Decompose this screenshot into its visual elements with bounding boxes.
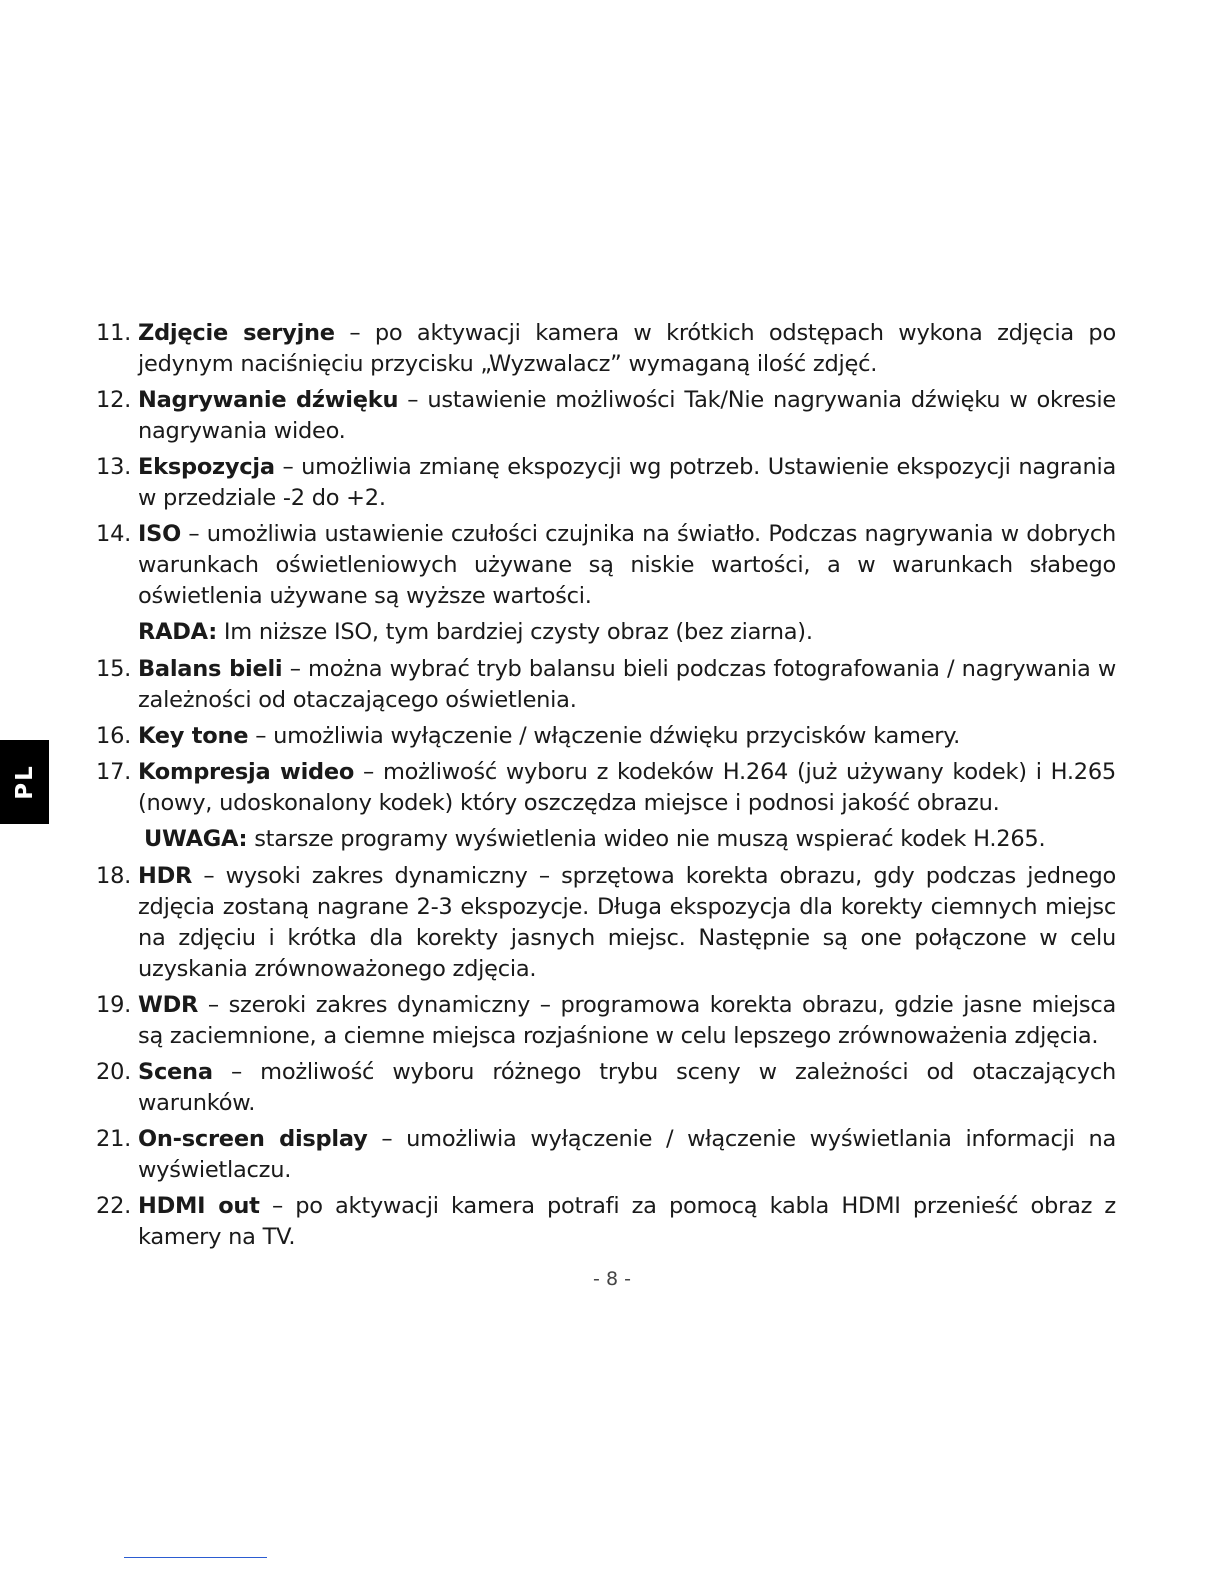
warning-label: UWAGA: (144, 826, 248, 852)
list-item (96, 757, 1116, 819)
item-term: HDR (138, 863, 193, 889)
item-text (138, 519, 1116, 612)
warning-note (144, 824, 1116, 855)
language-tab (0, 740, 49, 824)
item-number: 14. (96, 521, 132, 547)
list-item (96, 721, 1116, 752)
list-item (96, 1124, 1116, 1186)
item-description: – wysoki zakres dynamiczny – sprzętowa korekta obrazu, gdy podczas jednego zdjęcia zostaną nagrane 2-3 ekspozycje. Długa ekspozycja dla korekty ciemnych miejsc na zdjęciu i krótka dla korekty jasnych miejsc. Następnie są one połączone w celu uzyskania zrównoważonego zdjęcia. (138, 863, 1116, 982)
item-text (138, 861, 1116, 985)
list-item (96, 1191, 1116, 1253)
language-tab-label: PL (11, 764, 38, 800)
item-number: 13. (96, 454, 132, 480)
item-term: Ekspozycja (138, 454, 275, 480)
item-description: – ustawienie możliwości Tak/Nie nagrywania dźwięku w okresie nagrywania wideo. (138, 387, 1116, 444)
item-number: 20. (96, 1059, 132, 1085)
item-description: – umożliwia ustawienie czułości czujnika na światło. Podczas nagrywania w dobrych warunkach oświetleniowych używane są niskie wartości, a w warunkach słabego oświetlenia używane są wyższe wartości. (138, 521, 1116, 609)
feature-list (96, 318, 1116, 1258)
tip-text: Im niższe ISO, tym bardziej czysty obraz (bez ziarna). (217, 619, 813, 645)
item-term: Nagrywanie dźwięku (138, 387, 399, 413)
item-description: – po aktywacji kamera w krótkich odstępach wykona zdjęcia po jedynym naciśnięciu przycisku „Wyzwalacz” wymaganą ilość zdjęć. (138, 320, 1116, 377)
item-text (138, 452, 1116, 514)
item-description: – umożliwia wyłączenie / włączenie wyświetlania informacji na wyświetlaczu. (138, 1126, 1117, 1183)
item-number: 22. (96, 1193, 132, 1219)
list-item (96, 861, 1116, 985)
item-term: Scena (138, 1059, 213, 1085)
list-item (96, 1057, 1116, 1119)
item-term: Kompresja wideo (138, 759, 355, 785)
item-number: 17. (96, 759, 132, 785)
item-description: – umożliwia zmianę ekspozycji wg potrzeb. Ustawienie ekspozycji nagrania w przedziale -2 do +2. (138, 454, 1116, 511)
item-description: – można wybrać tryb balansu bieli podczas fotografowania / nagrywania w zależności od otaczającego oświetlenia. (138, 656, 1116, 713)
item-number: 11. (96, 320, 132, 346)
item-text (138, 1191, 1116, 1253)
list-item (96, 385, 1116, 447)
item-number: 16. (96, 723, 132, 749)
item-text (138, 318, 1116, 380)
tip-note (138, 617, 1116, 648)
item-text (138, 990, 1116, 1052)
item-description: – szeroki zakres dynamiczny – programowa korekta obrazu, gdzie jasne miejsca są zaciemnione, a ciemne miejsca rozjaśnione w celu lepszego zrównoważenia zdjęcia. (138, 992, 1116, 1049)
item-description: – po aktywacji kamera potrafi za pomocą kabla HDMI przenieść obraz z kamery na TV. (138, 1193, 1116, 1250)
item-text (138, 1124, 1116, 1186)
item-number: 15. (96, 656, 132, 682)
warning-text: starsze programy wyświetlenia wideo nie muszą wspierać kodek H.265. (247, 826, 1046, 852)
list-item (96, 452, 1116, 514)
footer-divider (124, 1557, 267, 1558)
item-text (138, 721, 1116, 752)
item-term: On-screen display (138, 1126, 368, 1152)
item-term: Key tone (138, 723, 249, 749)
item-number: 21. (96, 1126, 132, 1152)
item-text (138, 385, 1116, 447)
list-item (96, 654, 1116, 716)
item-term: HDMI out (138, 1193, 260, 1219)
page-number: - 8 - (593, 1268, 631, 1290)
item-text (138, 654, 1116, 716)
item-number: 18. (96, 863, 132, 889)
item-description: – możliwość wyboru z kodeków H.264 (już używany kodek) i H.265 (nowy, udoskonalony kodek) który oszczędza miejsce i podnosi jakość obrazu. (138, 759, 1116, 816)
list-item (96, 318, 1116, 380)
item-text (138, 757, 1116, 819)
list-item (96, 519, 1116, 612)
item-number: 19. (96, 992, 132, 1018)
item-description: – możliwość wyboru różnego trybu sceny w zależności od otaczających warunków. (138, 1059, 1116, 1116)
item-term: ISO (138, 521, 181, 547)
item-text (138, 1057, 1116, 1119)
tip-label: RADA: (138, 619, 217, 645)
item-number: 12. (96, 387, 132, 413)
item-term: Balans bieli (138, 656, 283, 682)
item-term: WDR (138, 992, 199, 1018)
list-item (96, 990, 1116, 1052)
item-term: Zdjęcie seryjne (138, 320, 335, 346)
item-description: – umożliwia wyłączenie / włączenie dźwięku przycisków kamery. (248, 723, 961, 749)
